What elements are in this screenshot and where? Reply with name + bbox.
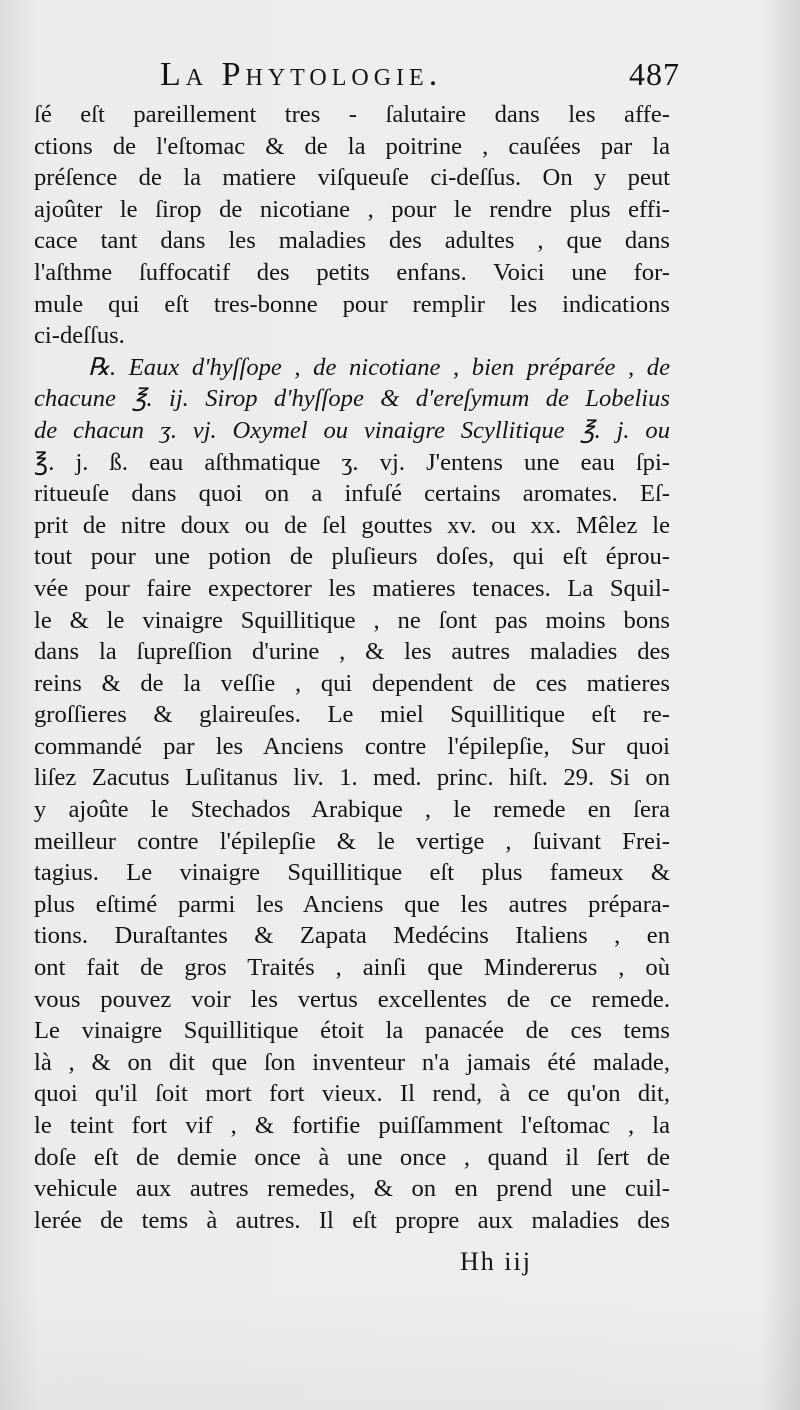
signature-mark: Hh iij	[460, 1247, 532, 1276]
text-line: le teint fort vif , & fortifie puiſſamment l'eſtomac , la	[34, 1112, 670, 1139]
text-line: cace tant dans les maladies des adultes , que dans	[34, 227, 670, 255]
text-line: Le vinaigre Squillitique étoit la panacée de ces tems	[34, 1017, 670, 1045]
running-title: La Phytologie.	[160, 56, 443, 93]
text-line: liſez Zacutus Luſitanus liv. 1. med. princ. hiſt. 29. Si on	[34, 764, 670, 792]
text-line: tions. Duraſtantes & Zapata Medécins Italiens , en	[34, 922, 670, 950]
text-line: le & le vinaigre Squillitique , ne ſont pas moins bons	[34, 606, 670, 634]
recipe-line: chacune ℥. ij. Sirop d'hyſſope & d'ereſymum de Lobelius	[34, 385, 670, 413]
text-line: vée pour faire expectorer les matieres tenaces. La Squil-	[34, 574, 670, 602]
text-line: groſſieres & glaireuſes. Le miel Squillitique eſt re-	[34, 701, 670, 729]
text-line: préſence de la matiere viſqueuſe ci-deſſus. On y peut	[34, 164, 670, 192]
text-line: l'aſthme ſuffocatif des petits enfans. Voici une for-	[34, 258, 670, 286]
text-line: ajoûter le ſirop de nicotiane , pour le rendre plus effi-	[34, 195, 670, 223]
text-line: tagius. Le vinaigre Squillitique eſt plus fameux &	[34, 859, 670, 887]
text-line: lerée de tems à autres. Il eſt propre aux maladies des	[34, 1206, 670, 1234]
text-line: ci-deſſus.	[34, 322, 125, 350]
text-line: ritueuſe dans quoi on a infuſé certains aromates. Eſ-	[34, 480, 670, 508]
text-line: dans la ſupreſſion d'urine , & les autres maladies des	[34, 638, 670, 666]
text-line: ℥. j. ß. eau aſthmatique ʒ. vj. J'entens une eau ſpi-	[34, 448, 670, 476]
page-number: 487	[629, 56, 680, 92]
recipe-line: ℞. Eaux d'hyſſope , de nicotiane , bien préparée , de	[88, 353, 670, 381]
text-line: ont fait de gros Traités , ainſi que Mindererus , où	[34, 954, 670, 982]
recipe-line: de chacun ʒ. vj. Oxymel ou vinaigre Scyllitique ℥. j. ou	[34, 416, 670, 444]
text-line: mule qui eſt tres-bonne pour remplir les indications	[34, 290, 670, 318]
text-line: prit de nitre doux ou de ſel gouttes xv. ou xx. Mêlez le	[34, 511, 670, 539]
text-line: quoi qu'il ſoit mort fort vieux. Il rend, à ce qu'on dit,	[34, 1080, 670, 1108]
text-line: vous pouvez voir les vertus excellentes de ce remede.	[34, 985, 670, 1013]
text-line: tout pour une potion de pluſieurs doſes, qui eſt éprou-	[34, 543, 670, 571]
page-shading	[0, 1290, 800, 1410]
text-line: plus eſtimé parmi les Anciens que les autres prépara-	[34, 890, 670, 918]
text-line: vehicule aux autres remedes, & on en prend une cuil-	[34, 1175, 670, 1203]
text-line: ſé eſt pareillement tres - ſalutaire dans les affe-	[34, 101, 670, 128]
text-line: reins & de la veſſie , qui dependent de ces matieres	[34, 669, 670, 697]
body-text	[34, 99, 670, 1236]
page-header	[160, 56, 680, 102]
text-line: commandé par les Anciens contre l'épilepſie, Sur quoi	[34, 732, 670, 760]
text-line: là , & on dit que ſon inventeur n'a jamais été malade,	[34, 1048, 670, 1076]
text-line: doſe eſt de demie once à une once , quand il ſert de	[34, 1143, 670, 1171]
text-line: y ajoûte le Stechados Arabique , le remede en ſera	[34, 796, 670, 824]
text-line: ctions de l'eſtomac & de la poitrine , cauſées par la	[34, 132, 670, 160]
text-line: meilleur contre l'épilepſie & le vertige , ſuivant Frei-	[34, 827, 670, 855]
